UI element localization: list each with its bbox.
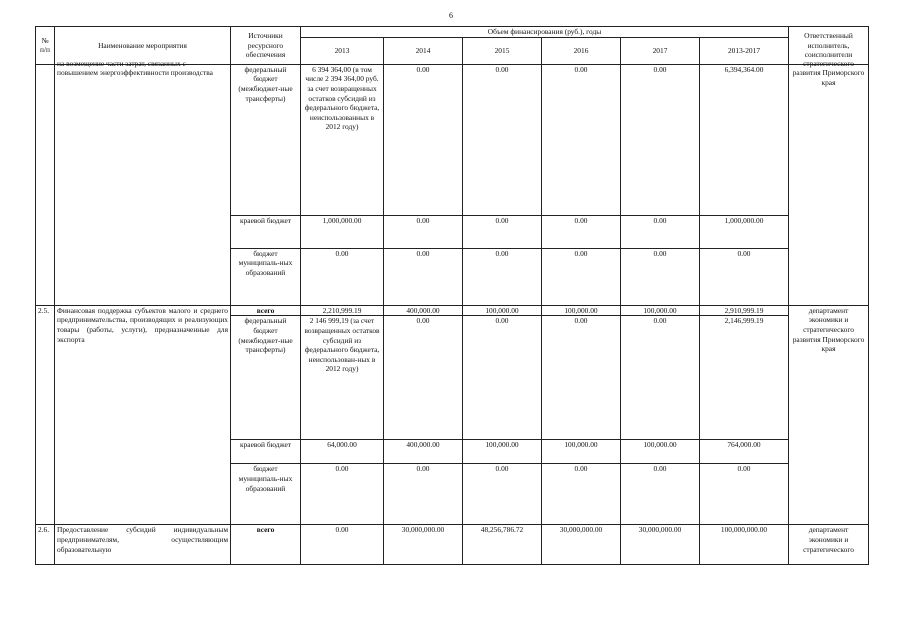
value-2013: 1,000,000.00 xyxy=(301,215,384,248)
value-2017: 0.00 xyxy=(621,248,700,305)
header-responsible: Ответственный исполнитель, соисполнители xyxy=(789,27,869,65)
source-federal: федеральный бюджет (межбюджет-ные трансферты) xyxy=(231,316,301,440)
value-2017: 30,000,000.00 xyxy=(621,525,700,565)
value-2017: 0.00 xyxy=(621,464,700,525)
value-2015: 0.00 xyxy=(463,316,542,440)
value-2015: 0.00 xyxy=(463,464,542,525)
value-2016: 0.00 xyxy=(542,215,621,248)
header-num: № п/п xyxy=(36,27,55,65)
value-2017: 0.00 xyxy=(621,215,700,248)
value-2016: 0.00 xyxy=(542,64,621,215)
value-2017: 0.00 xyxy=(621,64,700,215)
value-total: 1,000,000.00 xyxy=(700,215,789,248)
value-2013: 0.00 xyxy=(301,464,384,525)
value-2015: 0.00 xyxy=(463,248,542,305)
value-2013: 0.00 xyxy=(301,525,384,565)
financing-table-viewport xyxy=(35,26,868,554)
value-2016: 100,000.00 xyxy=(542,440,621,464)
measure-name-text: повышением энергоэффективности производства xyxy=(57,68,213,78)
responsible: департамент экономики и стратегического развития Приморского края xyxy=(789,305,869,525)
value-2016: 0.00 xyxy=(542,248,621,305)
value-total: 0.00 xyxy=(700,464,789,525)
value-2015: 0.00 xyxy=(463,64,542,215)
value-total: 0.00 xyxy=(700,248,789,305)
source-regional: краевой бюджет xyxy=(231,215,301,248)
value-total: 2,146,999.19 xyxy=(700,316,789,440)
value-2014: 400,000.00 xyxy=(384,305,463,316)
value-2015: 100,000.00 xyxy=(463,440,542,464)
responsible: департамент экономики и стратегического xyxy=(789,525,869,565)
financing-table xyxy=(35,26,869,565)
source-municipal: бюджет муниципаль-ных образований xyxy=(231,248,301,305)
table-row xyxy=(36,525,869,565)
value-2017: 0.00 xyxy=(621,316,700,440)
value-2013: 0.00 xyxy=(301,248,384,305)
value-total: 2,910,999.19 xyxy=(700,305,789,316)
value-2014: 0.00 xyxy=(384,316,463,440)
value-2017: 100,000.00 xyxy=(621,305,700,316)
value-2015: 0.00 xyxy=(463,215,542,248)
value-2015: 100,000.00 xyxy=(463,305,542,316)
header-year-2013: 2013 xyxy=(301,37,384,64)
value-total: 100,000,000.00 xyxy=(700,525,789,565)
value-2013: 6 394 364,00 (в том числе 2 394 364,00 руб. за счет возвращенных остатков субсидий из федерального бюджета, неиспользованных в 2012 году) xyxy=(301,64,384,215)
value-total: 764,000.00 xyxy=(700,440,789,464)
value-2014: 0.00 xyxy=(384,248,463,305)
value-2017: 100,000.00 xyxy=(621,440,700,464)
measure-name-cut: на возмещение части затрат, связанных с xyxy=(57,58,186,68)
header-volume: Объем финансирования (руб.), годы xyxy=(301,27,789,38)
measure-name xyxy=(55,58,231,305)
table-row xyxy=(36,305,869,316)
responsible-text: развития Приморского края xyxy=(792,68,865,87)
page-number: 6 xyxy=(449,11,453,20)
header-year-2015: 2015 xyxy=(463,37,542,64)
source-municipal: бюджет муниципаль-ных образований xyxy=(231,464,301,525)
value-2016: 30,000,000.00 xyxy=(542,525,621,565)
row-num: 2.5. xyxy=(36,305,55,525)
value-2013: 2,210,999.19 xyxy=(301,305,384,316)
header-year-2017: 2017 xyxy=(621,37,700,64)
value-2014: 30,000,000.00 xyxy=(384,525,463,565)
value-2013: 64,000.00 xyxy=(301,440,384,464)
table-row xyxy=(36,64,869,215)
value-2014: 0.00 xyxy=(384,464,463,525)
value-2016: 0.00 xyxy=(542,316,621,440)
value-total: 6,394,364.00 xyxy=(700,64,789,215)
value-2016: 0.00 xyxy=(542,464,621,525)
value-2014: 400,000.00 xyxy=(384,440,463,464)
source-federal: федеральный бюджет (межбюджет-ные трансферты) xyxy=(231,64,301,215)
header-year-total: 2013-2017 xyxy=(700,37,789,64)
header-year-2014: 2014 xyxy=(384,37,463,64)
measure-name: Предоставление субсидий индивидуальным предпринимателям, осуществляющим образовательную xyxy=(55,525,231,565)
row-num xyxy=(36,64,55,305)
header-name: Наименование мероприятия xyxy=(55,27,231,65)
header-year-2016: 2016 xyxy=(542,37,621,64)
measure-name: Финансовая поддержка субъектов малого и среднего предпринимательства, производящих и реализующих товары (работы, услуги), предназначенные для экспорта xyxy=(55,305,231,525)
value-2015: 48,256,786.72 xyxy=(463,525,542,565)
source-total: всего xyxy=(231,525,301,565)
responsible xyxy=(789,58,869,305)
header-sources: Источники ресурсного обеспечения xyxy=(231,27,301,65)
value-2014: 0.00 xyxy=(384,215,463,248)
value-2013: 2 146 999,19 (за счет возвращенных остатков субсидий из федерального бюджета, неиспользован-ных в 2012 году) xyxy=(301,316,384,440)
source-total: всего xyxy=(231,305,301,316)
row-num: 2.6. xyxy=(36,525,55,565)
value-2016: 100,000.00 xyxy=(542,305,621,316)
responsible-cut: стратегического xyxy=(803,58,854,68)
value-2014: 0.00 xyxy=(384,64,463,215)
source-regional: краевой бюджет xyxy=(231,440,301,464)
